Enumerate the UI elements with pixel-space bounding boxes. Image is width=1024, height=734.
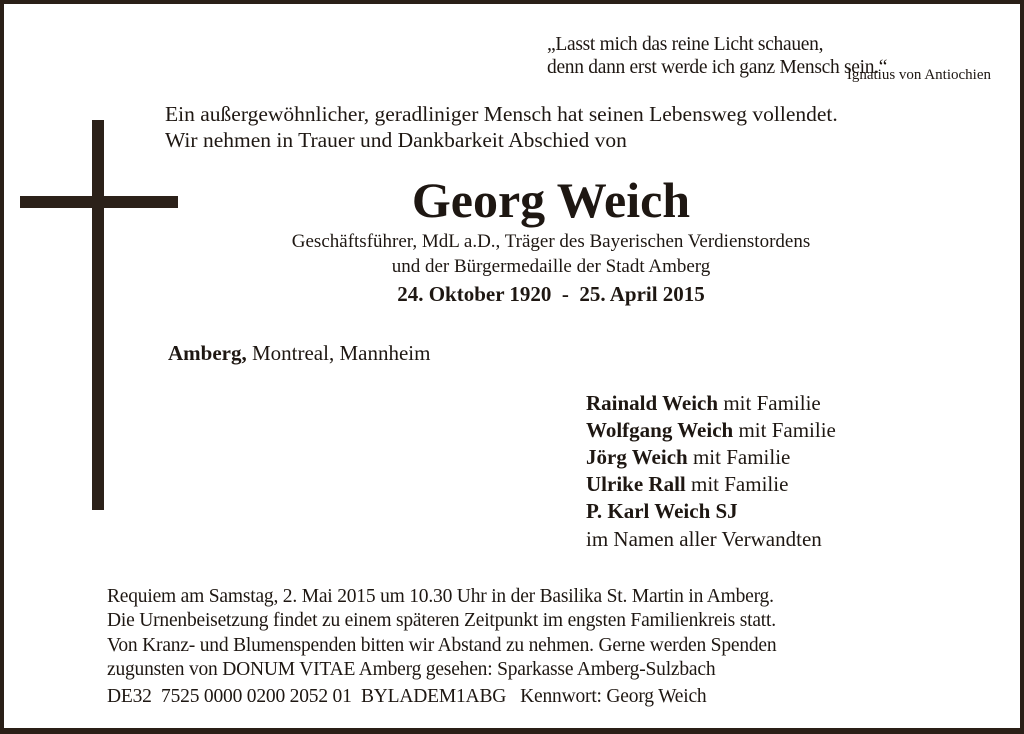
mourner-suffix: mit Familie (718, 391, 821, 415)
mourner (586, 501, 738, 522)
mourner-name: Wolfgang Weich (586, 418, 734, 442)
mourner-name: Jörg Weich (586, 445, 688, 469)
mourner-suffix: mit Familie (685, 472, 789, 496)
intro-line-1: Ein außergewöhnlicher, geradliniger Mensch hat seinen Lebensweg vollendet. (165, 102, 838, 126)
titles-line-2: und der Bürgermedaille der Stadt Amberg (391, 256, 711, 277)
places (168, 343, 430, 364)
footer-line-2: Die Urnenbeisetzung findet zu einem späteren Zeitpunkt im engsten Familienkreis statt. (107, 610, 776, 631)
mourner-suffix: mit Familie (733, 418, 836, 442)
mourner-name: P. Karl Weich SJ (586, 499, 738, 523)
deceased-name: Georg Weich (411, 172, 691, 228)
mourner-name: Ulrike Rall (586, 472, 686, 496)
titles-line-1: Geschäftsführer, MdL a.D., Träger des Bayerischen Verdienstordens (291, 231, 811, 252)
mourner (586, 474, 788, 495)
footer-line-5: DE32 7525 0000 0200 2052 01 BYLADEM1ABG Kennwort: Georg Weich (107, 686, 707, 707)
place-main: Amberg, (168, 341, 247, 365)
mourner-suffix: mit Familie (687, 445, 791, 469)
quote-line-2: denn dann erst werde ich ganz Mensch sein.“ (547, 57, 888, 78)
life-dates: 24. Oktober 1920 - 25. April 2015 (397, 282, 705, 306)
place-others: Montreal, Mannheim (246, 341, 431, 365)
mourner-relatives: im Namen aller Verwandten (586, 527, 822, 551)
footer-line-3: Von Kranz- und Blumenspenden bitten wir Abstand zu nehmen. Gerne werden Spenden (107, 635, 777, 656)
mourner-name: Rainald Weich (586, 391, 719, 415)
mourner (586, 420, 836, 441)
mourner (586, 393, 821, 414)
quote-author: Ignatius von Antiochien (846, 67, 991, 83)
mourner (586, 447, 790, 468)
intro-line-2: Wir nehmen in Trauer und Dankbarkeit Abschied von (165, 128, 627, 152)
footer-line-1: Requiem am Samstag, 2. Mai 2015 um 10.30 Uhr in der Basilika St. Martin in Amberg. (107, 586, 774, 607)
footer-line-4: zugunsten von DONUM VITAE Amberg gesehen: Sparkasse Amberg-Sulzbach (107, 659, 716, 680)
quote-line-1: „Lasst mich das reine Licht schauen, (547, 34, 824, 55)
